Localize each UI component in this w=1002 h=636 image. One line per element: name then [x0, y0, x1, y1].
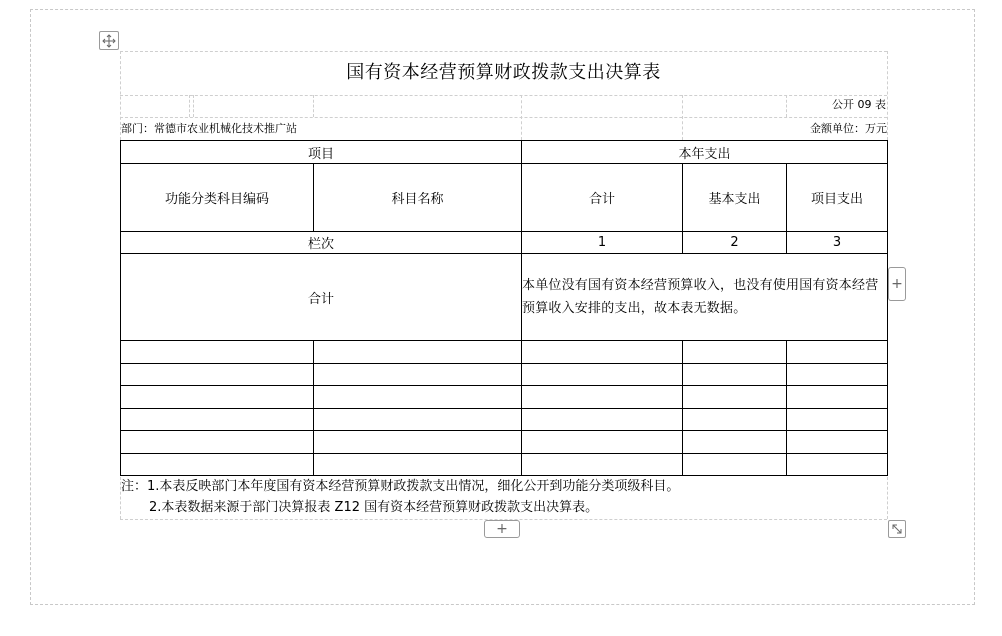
table-cell[interactable]: [314, 431, 522, 454]
table-row: [121, 386, 888, 409]
table-guide-row1: [120, 95, 887, 96]
table-cell[interactable]: [522, 364, 683, 386]
table-guide-col-b: [193, 95, 194, 117]
table-row: [121, 454, 888, 476]
header-total[interactable]: 合计: [522, 164, 683, 232]
plus-icon: +: [496, 521, 508, 537]
table-cell[interactable]: [787, 431, 888, 454]
header-subject-name[interactable]: 科目名称: [314, 164, 522, 232]
header-project[interactable]: 项目支出: [787, 164, 888, 232]
table-cell[interactable]: [121, 341, 314, 364]
table-row: [121, 409, 888, 431]
table-cell[interactable]: [314, 386, 522, 409]
column-index-1[interactable]: 1: [522, 232, 683, 254]
page-title: 国有资本经营预算财政拨款支出决算表: [346, 62, 661, 83]
table-guide-col-c: [313, 95, 314, 117]
expenditure-table: [120, 140, 888, 476]
header-item[interactable]: 项目: [121, 141, 522, 164]
table-resize-handle[interactable]: [888, 520, 906, 538]
summary-note[interactable]: 本单位没有国有资本经营预算收入，也没有使用国有资本经营预算收入安排的支出，故本表无数据。: [522, 254, 888, 341]
table-cell[interactable]: [522, 454, 683, 476]
summary-row: [121, 254, 888, 341]
table-guide-right: [887, 51, 888, 140]
column-index-row: [121, 232, 888, 254]
add-row-button[interactable]: [484, 520, 520, 538]
table-cell[interactable]: [522, 341, 683, 364]
table-cell[interactable]: [121, 431, 314, 454]
table-cell[interactable]: [314, 409, 522, 431]
table-cell[interactable]: [121, 364, 314, 386]
header-func-code[interactable]: 功能分类科目编码: [121, 164, 314, 232]
table-cell[interactable]: [787, 409, 888, 431]
table-cell[interactable]: [522, 431, 683, 454]
plus-icon: +: [891, 276, 903, 292]
table-cell[interactable]: [522, 409, 683, 431]
table-guide-bottom-right: [887, 477, 888, 519]
table-cell[interactable]: [314, 454, 522, 476]
unit-label: 金额单位：万元: [810, 122, 887, 135]
table-cell[interactable]: [683, 364, 787, 386]
column-index-2[interactable]: 2: [683, 232, 787, 254]
summary-label[interactable]: 合计: [121, 254, 522, 341]
table-cell[interactable]: [314, 341, 522, 364]
department-label: 部门：常德市农业机械化技术推广站: [121, 122, 297, 135]
table-guide-col-a: [189, 95, 190, 117]
table-row: [121, 431, 888, 454]
header-current-year[interactable]: 本年支出: [522, 141, 888, 164]
table-guide-top: [120, 51, 887, 52]
footnote-2: 2.本表数据来源于部门决算报表 Z12 国有资本经营预算财政拨款支出决算表。: [149, 500, 599, 515]
table-cell[interactable]: [121, 386, 314, 409]
resize-icon: [891, 523, 903, 535]
table-cell[interactable]: [683, 431, 787, 454]
column-index-label[interactable]: 栏次: [121, 232, 522, 254]
table-cell[interactable]: [121, 454, 314, 476]
table-cell[interactable]: [314, 364, 522, 386]
table-row: [121, 364, 888, 386]
table-cell[interactable]: [787, 386, 888, 409]
table-move-handle[interactable]: [99, 31, 119, 50]
table-code: 公开 09 表: [832, 98, 886, 111]
table-cell[interactable]: [787, 454, 888, 476]
column-index-3[interactable]: 3: [787, 232, 888, 254]
table-cell[interactable]: [683, 341, 787, 364]
table-guide-row2: [120, 117, 887, 118]
table-cell[interactable]: [683, 386, 787, 409]
add-column-button[interactable]: [888, 267, 906, 301]
footnote-1: 注：1.本表反映部门本年度国有资本经营预算财政拨款支出情况，细化公开到功能分类项级科目。: [121, 479, 680, 494]
table-guide-col-d: [521, 95, 522, 140]
header-row-2: [121, 164, 888, 232]
table-cell[interactable]: [683, 454, 787, 476]
table-cell[interactable]: [522, 386, 683, 409]
table-row: [121, 341, 888, 364]
header-basic[interactable]: 基本支出: [683, 164, 787, 232]
table-cell[interactable]: [787, 364, 888, 386]
table-guide-col-e: [682, 95, 683, 140]
move-icon: [102, 34, 116, 48]
table-cell[interactable]: [683, 409, 787, 431]
header-row-1: [121, 141, 888, 164]
table-cell[interactable]: [787, 341, 888, 364]
table-cell[interactable]: [121, 409, 314, 431]
